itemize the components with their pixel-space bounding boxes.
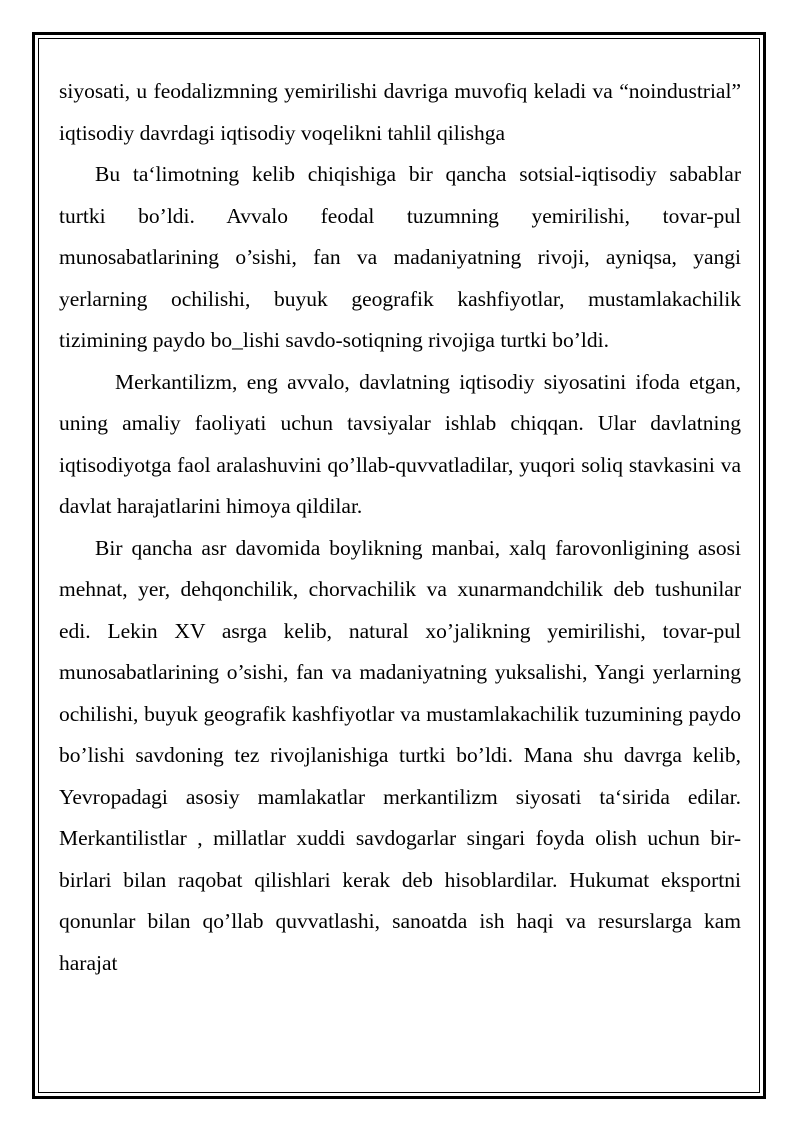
paragraph-mercantilism: Merkantilizm, eng avvalo, davlatning iqtisodiy siyosatini ifoda etgan, uning amaliy faoliyati uchun tavsiyalar ishlab chiqqan. Ular davlatning iqtisodiyotga faol aralashuvini qo’llab-quvvatladilar, yuqori soliq stavkasini va davlat harajatlarini himoya qildilar. <box>59 369 741 518</box>
paragraph-wealth-sources: Bir qancha asr davomida boylikning manbai, xalq farovonligining asosi mehnat, yer, dehqonchilik, chorvachilik va xunarmandchilik deb tushunilar edi. Lekin XV asrga kelib, natural xo’jalikning yemirilishi, tovar-pul munosabatlarining o’sishi, fan va madaniyatning yuksalishi, Yangi yerlarning ochilishi, buyuk geografik kashfiyotlar va mustamlakachilik tuzumining paydo bo’lishi savdoning tez rivojlanishiga turtki bo’ldi. Mana shu davrga kelib, Yevropadagi asosiy mamlakatlar merkantilizm siyosati ta‘sirida edilar. Merkantilistlar , millatlar xuddi savdogarlar singari foyda olish uchun bir-birlari bilan raqobat qilishlari kerak deb hisoblardilar. Hukumat eksportni qonunlar bilan qo’llab quvvatlashi, sanoatda ish haqi va resurslarga kam harajat <box>59 535 741 975</box>
document-body <box>59 71 741 984</box>
paragraph-origins: Bu ta‘limotning kelib chiqishiga bir qancha sotsial-iqtisodiy sabablar turtki bo’ldi. Avvalo feodal tuzumning yemirilishi, tovar-pul munosabatlarining o’sishi, fan va madaniyatning rivoji, ayniqsa, yangi yerlarning ochilishi, buyuk geografik kashfiyotlar, mustamlakachilik tizimining paydo bo_lishi savdo-sotiqning rivojiga turtki bo’ldi. <box>59 162 741 352</box>
paragraph-continuation: siyosati, u feodalizmning yemirilishi davriga muvofiq keladi va “noindustrial” iqtisodiy davrdagi iqtisodiy voqelikni tahlil qilishga <box>59 79 741 145</box>
